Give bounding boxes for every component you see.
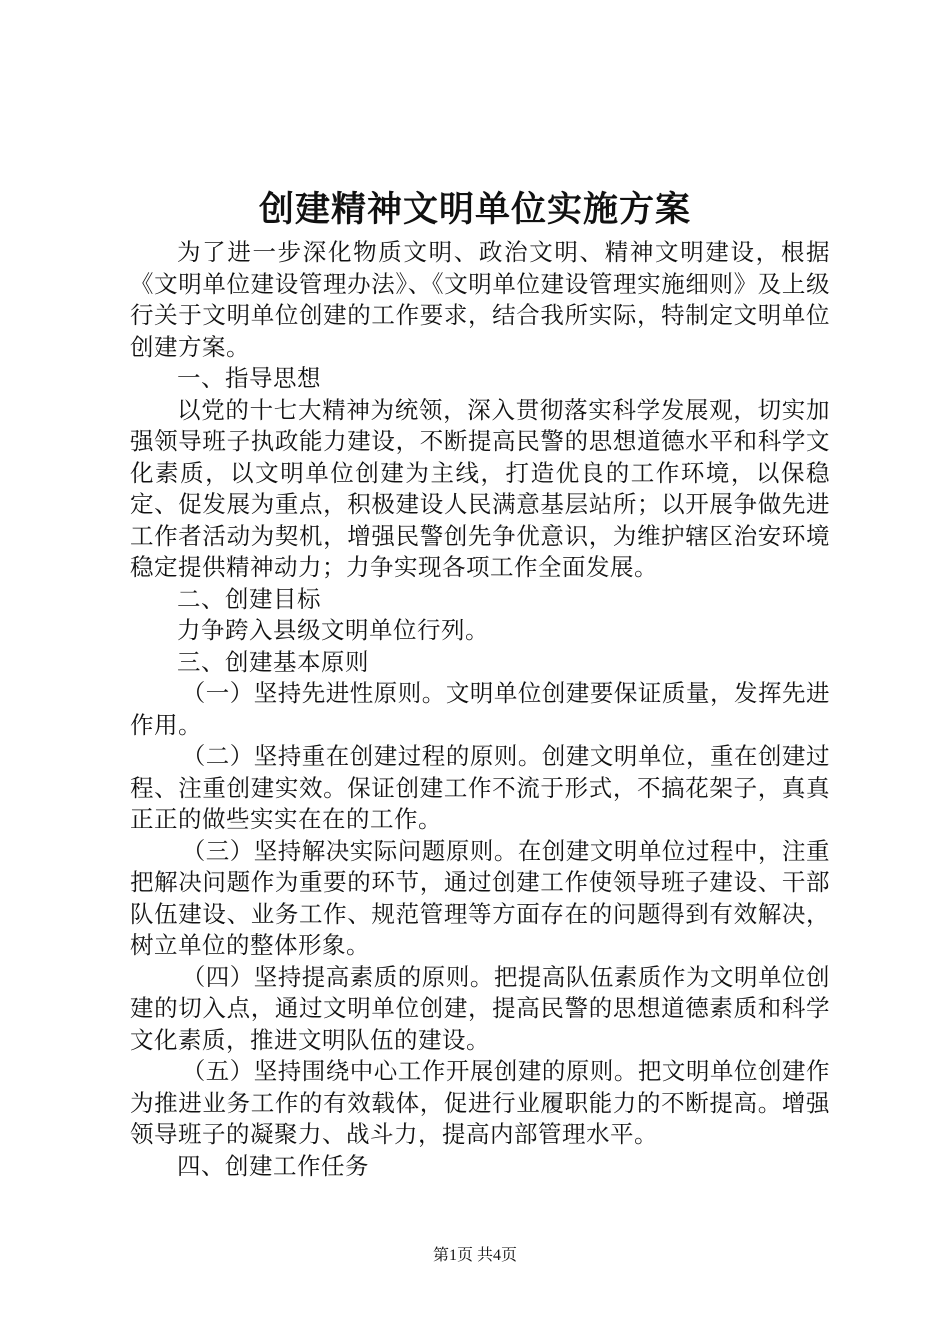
principle-5-paragraph: （五）坚持围绕中心工作开展创建的原则。把文明单位创建作为推进业务工作的有效载体，促进行业履职能力的不断提高。增强领导班子的凝聚力、战斗力，提高内部管理水平。 — [130, 1057, 830, 1148]
principle-4-paragraph: （四）坚持提高素质的原则。把提高队伍素质作为文明单位创建的切入点，通过文明单位创建，提高民警的思想道德素质和科学文化素质，推进文明队伍的建设。 — [130, 962, 830, 1054]
principle-2-paragraph: （二）坚持重在创建过程的原则。创建文明单位，重在创建过程、注重创建实效。保证创建工作不流于形式，不搞花架子，真真正正的做些实实在在的工作。 — [130, 742, 830, 833]
principle-1-paragraph: （一）坚持先进性原则。文明单位创建要保证质量，发挥先进作用。 — [130, 679, 830, 739]
guiding-ideology-paragraph: 以党的十七大精神为统领，深入贯彻落实科学发展观，切实加强领导班子执政能力建设，不断提高民警的思想道德水平和科学文化素质，以文明单位创建为主线，打造优良的工作环境，以保稳定、促发展为重点，积极建设人民满意基层站所；以开展争做先进工作者活动为契机，增强民警创先争优意识，为维护辖区治安环境稳定提供精神动力；力争实现各项工作全面发展。 — [130, 395, 830, 581]
document-title: 创建精神文明单位实施方案 — [258, 189, 691, 230]
principle-3-paragraph: （三）坚持解决实际问题原则。在创建文明单位过程中，注重把解决问题作为重要的环节，通过创建工作使领导班子建设、干部队伍建设、业务工作、规范管理等方面存在的问题得到有效解决，树立单位的整体形象。 — [130, 836, 830, 959]
goal-paragraph: 力争跨入县级文明单位行列。 — [177, 616, 489, 644]
section-heading-guiding-ideology: 一、指导思想 — [177, 364, 321, 392]
page-footer: 第1页 共4页 — [432, 1247, 517, 1264]
document-body — [130, 237, 830, 1182]
section-heading-tasks: 四、创建工作任务 — [177, 1151, 369, 1180]
section-heading-goal: 二、创建目标 — [177, 584, 321, 613]
intro-paragraph: 为了进一步深化物质文明、政治文明、精神文明建设，根据《文明单位建设管理办法》、《文明单位建设管理实施细则》及上级行关于文明单位创建的工作要求，结合我所实际，特制定文明单位创建方案。 — [130, 238, 830, 361]
section-heading-principles: 三、创建基本原则 — [177, 647, 369, 676]
